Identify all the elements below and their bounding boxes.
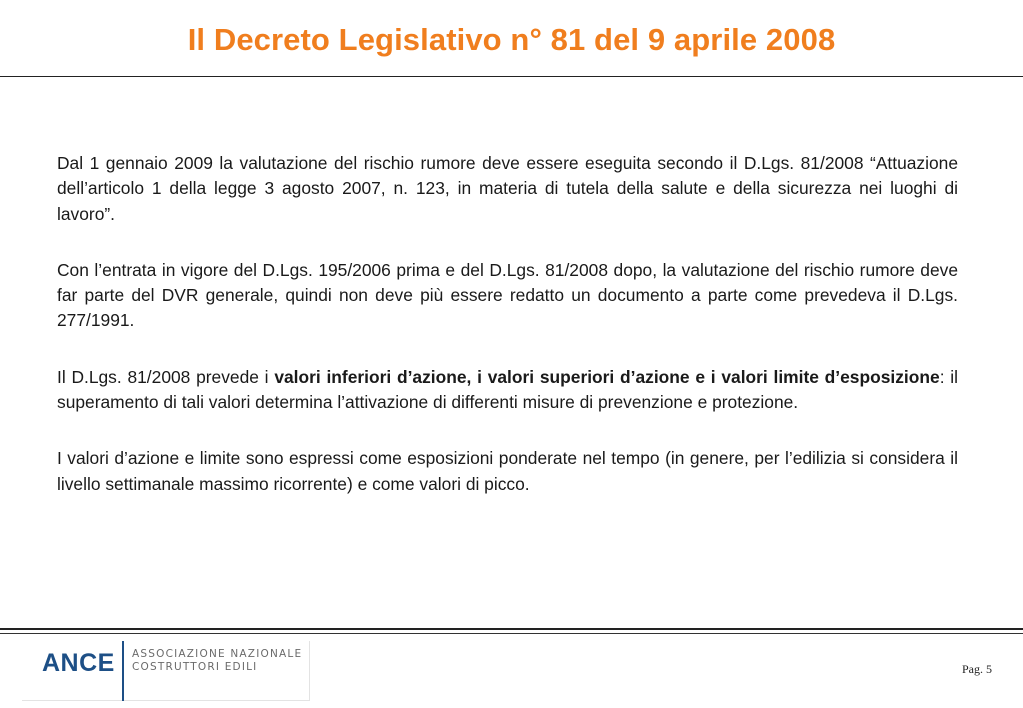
paragraph-2: Con l’entrata in vigore del D.Lgs. 195/2006 prima e del D.Lgs. 81/2008 dopo, la valutazione del rischio rumore deve far parte del DVR generale, quindi non deve più essere redatto un documento a parte come prevedeva il D.Lgs. 277/1991.: [57, 259, 958, 331]
paragraph-3-emphasis: valori inferiori d’azione, i valori superiori d’azione e i valori limite d’esposizione: [274, 366, 940, 387]
logo-caption-line-1: ASSOCIAZIONE NAZIONALE: [132, 648, 303, 660]
paragraph-3: [57, 365, 958, 416]
ance-logo: [22, 641, 310, 701]
logo-caption: [132, 648, 302, 674]
logo-divider: [122, 641, 124, 701]
slide-title: Il Decreto Legislativo n° 81 del 9 aprile 2008: [187, 22, 836, 57]
title-divider: [0, 76, 1023, 77]
paragraph-3-rest: : il superamento di tali valori determina l’attivazione di differenti misure di prevenzione e protezione.: [57, 366, 959, 413]
page-number: Pag. 5: [962, 662, 992, 676]
paragraph-3-intro: Il D.Lgs. 81/2008 prevede i: [57, 366, 275, 387]
footer-divider-thin: [0, 633, 1023, 634]
paragraph-4: I valori d’azione e limite sono espressi come esposizioni ponderate nel tempo (in genere, per l’edilizia si considera il livello settimanale massimo ricorrente) e come valori di picco.: [57, 448, 958, 494]
footer-divider-thick: [0, 628, 1023, 630]
paragraph-1: Dal 1 gennaio 2009 la valutazione del rischio rumore deve essere eseguita secondo il D.Lgs. 81/2008 “Attuazione dell’articolo 1 della legge 3 agosto 2007, n. 123, in materia di tutela della salute e della sicurezza nei luoghi di lavoro”.: [57, 153, 958, 224]
slide-body: [57, 151, 958, 528]
logo-brand: ANCE: [42, 649, 115, 677]
logo-caption-line-2: COSTRUTTORI EDILI: [132, 661, 258, 673]
